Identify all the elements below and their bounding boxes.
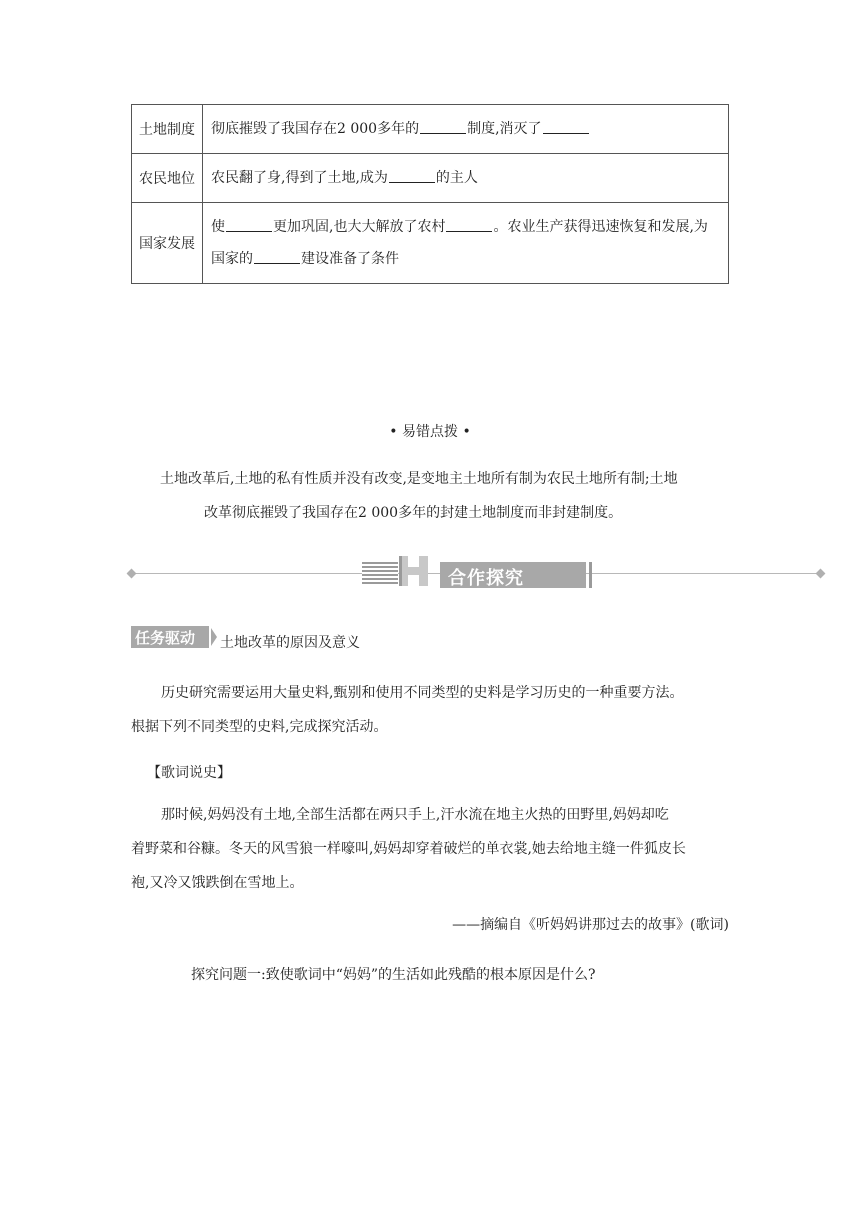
tip-text — [160, 462, 746, 530]
section-label — [440, 562, 586, 588]
material-heading: 【歌词说史】 — [147, 765, 231, 781]
lyrics-line: 那时候,妈妈没有土地,全部生活都在两只手上,汗水流在地主火热的田野里,妈妈却吃 — [161, 807, 669, 823]
intro-line: 历史研究需要运用大量史料,甄别和使用不同类型的史料是学习历史的一种重要方法。 — [161, 685, 684, 701]
task-title: 土地改革的原因及意义 — [220, 635, 360, 651]
lyrics-source: ——摘编自《听妈妈讲那过去的故事》(歌词) — [452, 917, 729, 933]
table-row — [132, 203, 729, 284]
diamond-icon — [816, 569, 826, 579]
intro-paragraph — [131, 676, 729, 744]
banner-end-bar — [589, 562, 592, 588]
table-row — [132, 154, 729, 203]
arrow-right-icon — [211, 628, 217, 646]
row-text: 建设准备了条件 — [301, 251, 399, 267]
row-content — [203, 105, 729, 154]
table-row — [132, 105, 729, 154]
row-content — [203, 203, 729, 284]
diamond-icon — [127, 569, 137, 579]
fill-blank[interactable] — [254, 249, 300, 264]
row-heading: 土地制度 — [132, 105, 203, 154]
row-text: 。农业生产获得迅速恢复和发展,为国家的 — [211, 219, 708, 267]
task-badge-text: 任务驱动 — [135, 629, 196, 647]
lyrics-paragraph — [131, 798, 729, 900]
h-letter-icon — [396, 554, 432, 588]
row-text: 更加巩固,也大大解放了农村 — [273, 219, 446, 235]
fill-blank[interactable] — [543, 119, 589, 134]
intro-line: 根据下列不同类型的史料,完成探究活动。 — [131, 719, 388, 735]
stripes-decoration — [362, 562, 398, 586]
fill-blank[interactable] — [226, 217, 272, 232]
lyrics-line: 袍,又冷又饿跌倒在雪地上。 — [131, 875, 304, 891]
row-heading: 农民地位 — [132, 154, 203, 203]
task-badge — [131, 626, 209, 648]
lyrics-line: 着野菜和谷糠。冬天的风雪狼一样嚎叫,妈妈却穿着破烂的单衣裳,她去给地主缝一件狐皮长 — [131, 841, 686, 857]
row-text: 农民翻了身,得到了土地,成为 — [211, 170, 388, 186]
fill-blank[interactable] — [389, 168, 435, 183]
row-content — [203, 154, 729, 203]
tip-line: 土地改革后,土地的私有性质并没有改变,是变地主土地所有制为农民土地所有制;土地 — [160, 471, 678, 487]
fill-blank[interactable] — [420, 119, 466, 134]
row-text: 的主人 — [435, 170, 478, 186]
tip-line: 改革彻底摧毁了我国存在2 000多年的封建土地制度而非封建制度。 — [204, 505, 623, 521]
row-text: 彻底摧毁了我国存在2 000多年的 — [211, 121, 420, 137]
question-one: 探究问题一:致使歌词中“妈妈”的生活如此残酷的根本原因是什么? — [191, 967, 596, 983]
tip-title: • 易错点拨 • — [389, 424, 471, 440]
summary-table — [131, 104, 729, 284]
fill-blank[interactable] — [446, 217, 492, 232]
row-heading: 国家发展 — [132, 203, 203, 284]
row-text: 制度,消灭了 — [467, 121, 542, 137]
section-label-text: 合作探究 — [448, 568, 524, 589]
row-text: 使 — [211, 219, 225, 235]
section-banner — [128, 554, 824, 590]
